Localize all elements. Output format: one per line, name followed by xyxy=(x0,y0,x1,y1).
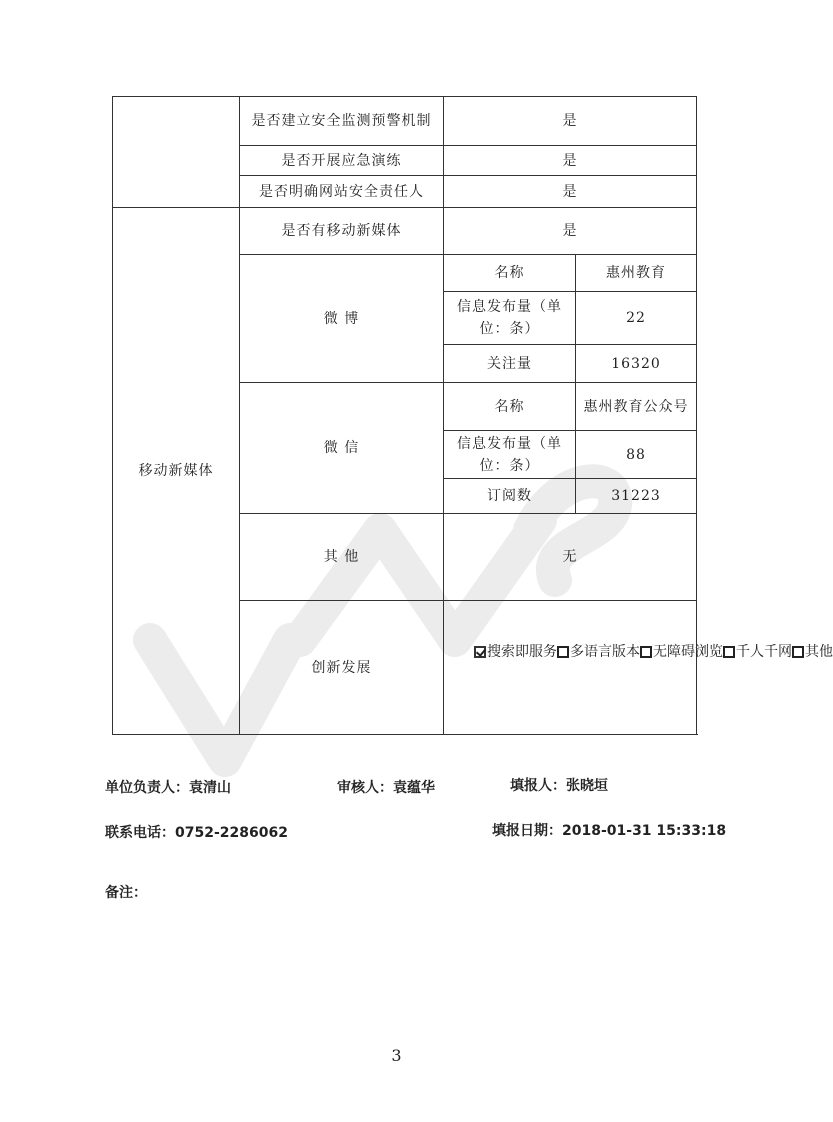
checkbox-personalization[interactable] xyxy=(723,646,735,658)
innovation-options xyxy=(444,601,833,735)
option-search-as-service[interactable] xyxy=(474,644,557,660)
wechat-label: 微 信 xyxy=(240,383,444,514)
other-media-label: 其 他 xyxy=(240,514,444,601)
wechat-name-value: 惠州教育公众号 xyxy=(576,383,697,431)
emergency-drill-label: 是否开展应急演练 xyxy=(240,146,444,176)
weibo-posts-value: 22 xyxy=(576,292,697,345)
weibo-name-label: 名称 xyxy=(444,255,576,292)
weibo-name-value: 惠州教育 xyxy=(576,255,697,292)
remarks-label: 备注： xyxy=(105,885,147,901)
option-label-other: 其他 xyxy=(805,644,833,660)
warning-mechanism-value: 是 xyxy=(444,97,697,146)
checkbox-search-as-service[interactable] xyxy=(474,646,486,658)
wechat-subscribers-label: 订阅数 xyxy=(444,479,576,514)
option-label-personalization: 千人千网 xyxy=(736,644,792,660)
weibo-posts-label: 信息发布量（单位：条） xyxy=(444,292,576,345)
page-number: 3 xyxy=(391,1046,402,1065)
reviewer: 审核人：袁蕴华 xyxy=(337,780,435,796)
wechat-subscribers-value: 31223 xyxy=(576,479,697,514)
option-label-accessibility: 无障碍浏览 xyxy=(653,644,723,660)
security-section-cell xyxy=(113,97,240,208)
warning-mechanism-label: 是否建立安全监测预警机制 xyxy=(240,97,444,146)
responsible-person-value: 是 xyxy=(444,176,697,208)
weibo-label: 微 博 xyxy=(240,255,444,383)
fill-date: 填报日期：2018-01-31 15:33:18 xyxy=(492,823,727,839)
filler: 填报人：张晓垣 xyxy=(510,778,608,794)
innovation-section-label: 创新发展 xyxy=(240,601,444,735)
responsible-person-label: 是否明确网站安全责任人 xyxy=(240,176,444,208)
wechat-posts-value: 88 xyxy=(576,431,697,479)
option-personalization[interactable] xyxy=(723,644,792,660)
emergency-drill-value: 是 xyxy=(444,146,697,176)
weibo-followers-value: 16320 xyxy=(576,345,697,383)
checkbox-multilingual[interactable] xyxy=(557,646,569,658)
option-multilingual[interactable] xyxy=(557,644,640,660)
checkbox-other[interactable] xyxy=(792,646,804,658)
option-label-search-as-service: 搜索即服务 xyxy=(487,644,557,660)
new-media-section-label: 移动新媒体 xyxy=(113,208,240,735)
has-new-media-label: 是否有移动新媒体 xyxy=(240,208,444,255)
other-media-value: 无 xyxy=(444,514,697,601)
option-other[interactable] xyxy=(792,644,833,660)
weibo-followers-label: 关注量 xyxy=(444,345,576,383)
checkbox-accessibility[interactable] xyxy=(640,646,652,658)
contact-phone: 联系电话：0752-2286062 xyxy=(105,825,288,841)
has-new-media-value: 是 xyxy=(444,208,697,255)
info-table xyxy=(112,96,833,735)
unit-leader: 单位负责人：袁清山 xyxy=(105,780,231,796)
wechat-posts-label: 信息发布量（单位：条） xyxy=(444,431,576,479)
option-label-multilingual: 多语言版本 xyxy=(570,644,640,660)
option-accessibility[interactable] xyxy=(640,644,723,660)
wechat-name-label: 名称 xyxy=(444,383,576,431)
